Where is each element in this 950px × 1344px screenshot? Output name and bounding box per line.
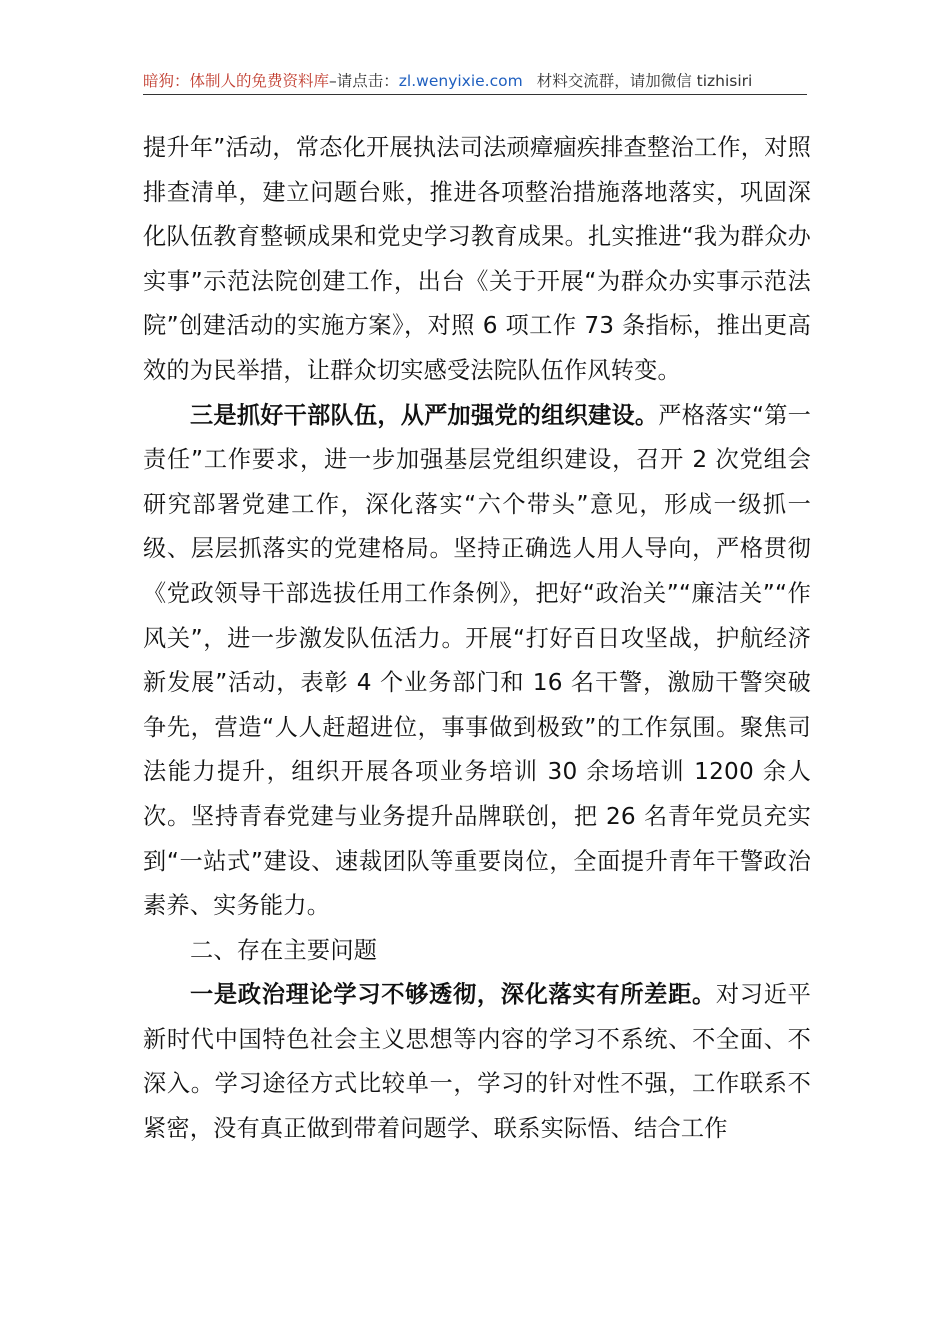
header-wechat-note: 材料交流群，请加微信 tizhisiri <box>536 72 753 90</box>
paragraph-lead-bold: 一是政治理论学习不够透彻，深化落实有所差距。 <box>190 981 716 1009</box>
section-heading-problems: 二、存在主要问题 <box>190 936 378 964</box>
header-link[interactable]: zl.wenyixie.com <box>398 72 523 90</box>
header-brand: 暗狗：体制人的免费资料库 <box>143 72 330 90</box>
page-header <box>143 68 807 95</box>
paragraph-text: 对习近平新时代中国特色社会主义思想等内容的学习不系统、不全面、不深入。学习途径方式比较单一，学习的针对性不强，工作联系不紧密，没有真正做到带着问题学、联系实际悟、结合工作 <box>143 981 811 1143</box>
header-prompt: –请点击： <box>329 72 399 90</box>
paragraph-lead-bold: 三是抓好干部队伍，从严加强党的组织建设。 <box>190 401 659 429</box>
document-body <box>143 126 811 1152</box>
paragraph-theory-study <box>143 973 811 1151</box>
paragraph-text: 严格落实“第一责任”工作要求，进一步加强基层党组织建设，召开 2 次党组会研究部署党建工作，深化落实“六个带头”意见，形成一级抓一级、层层抓落实的党建格局。坚持正确选人用人导向，严格贯彻《党政领导干部选拔任用工作条例》，把好“政治关”“廉洁关”“作风关”，进一步激发队伍活力。开展“打好百日攻坚战，护航经济新发展”活动，表彰 4 个业务部门和 16 名干警，激励干警突破争先，营造“人人赶超进位，事事做到极致”的工作氛围。聚焦司法能力提升，组织开展各项业务培训 30 余场培训 1200 余人次。坚持青春党建与业务提升品牌联创，把 26 名青年党员充实到“一站式”建设、速裁团队等重要岗位，全面提升青年干警政治素养、实务能力。 <box>143 401 811 920</box>
paragraph-continuation: 提升年”活动，常态化开展执法司法顽瘴痼疾排查整治工作，对照排查清单，建立问题台账，推进各项整治措施落地落实，巩固深化队伍教育整顿成果和党史学习教育成果。扎实推进“我为群众办实事”示范法院创建工作，出台《关于开展“为群众办实事示范法院”创建活动的实施方案》，对照 6 项工作 73 条指标，推出更高效的为民举措，让群众切实感受法院队伍作风转变。 <box>143 134 811 384</box>
paragraph-cadre-team <box>143 394 811 929</box>
